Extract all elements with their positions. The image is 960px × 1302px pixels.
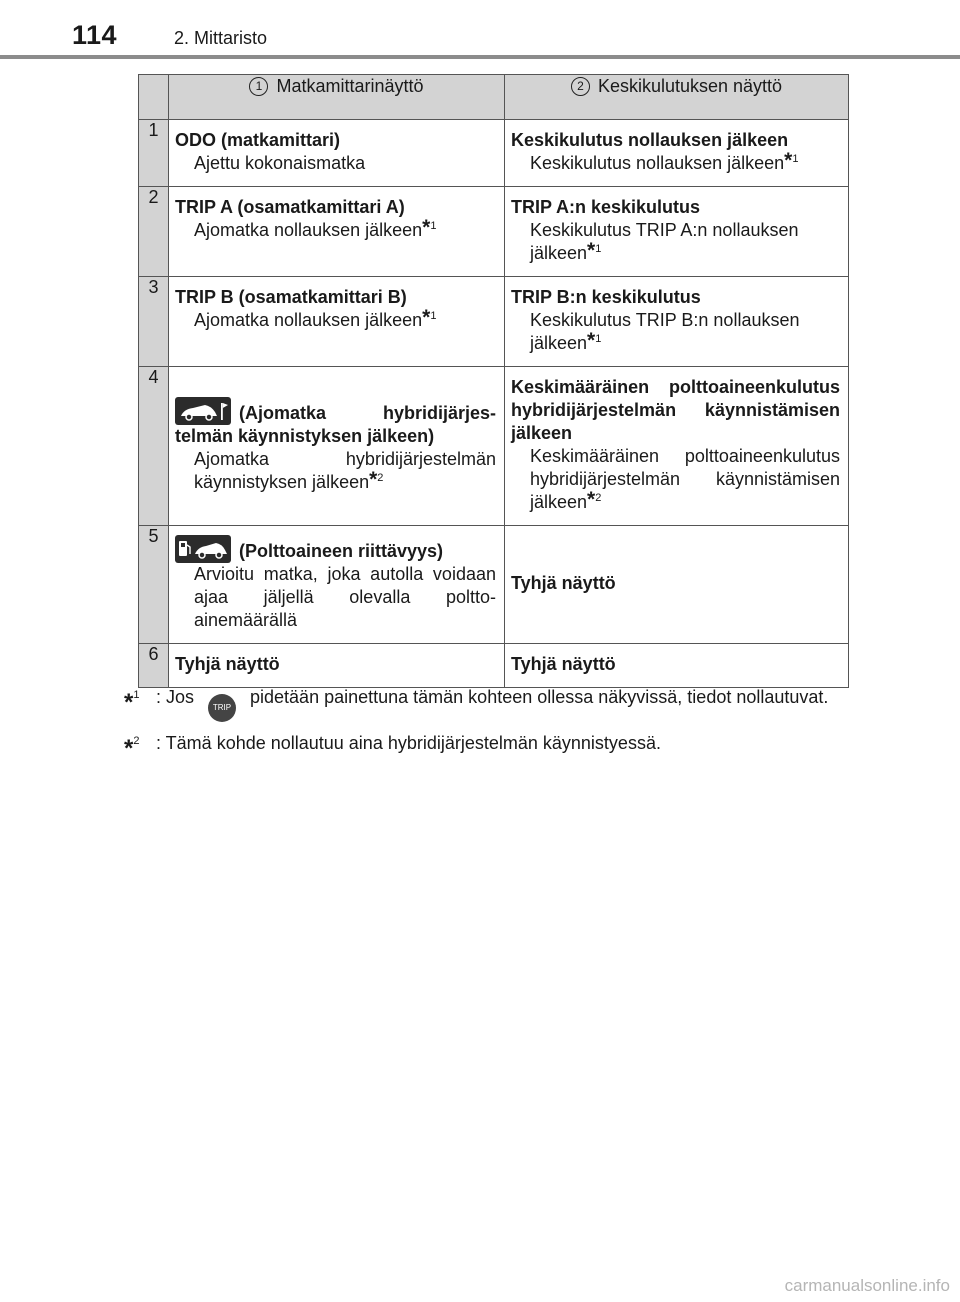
cell-title: Tyhjä näyttö <box>175 654 280 674</box>
row-number: 3 <box>139 277 169 367</box>
footnote-text: : JosTRIPpidetään painettuna tämän kohteen ollessa näkyvissä, tiedot nollautuvat. <box>156 684 848 722</box>
cell-title-wrap <box>175 397 496 448</box>
footnote-mark: *$^2$ <box>124 735 140 762</box>
column-header-average-consumption <box>505 75 849 120</box>
column-title-average-consumption: Keskikulutuksen näyttö <box>597 76 783 96</box>
column-title-odometer: Matkamittarinäyttö <box>276 76 424 96</box>
footnote-mark: *$^1$ <box>124 689 140 716</box>
cell-title: TRIP B:n keskikulutus <box>511 287 701 307</box>
consumption-cell <box>505 644 849 688</box>
section-title: 2. Mittaristo <box>174 28 268 48</box>
fuel-pump-car-icon <box>175 535 231 563</box>
cell-title: Keskikulutus nollauksen jälkeen <box>511 130 789 150</box>
cell-description: Keskikulutus TRIP B:n nollauksen jälkeen <box>530 310 800 353</box>
footnote-2 <box>124 730 848 762</box>
odometer-cell <box>169 367 505 526</box>
consumption-cell <box>505 120 849 187</box>
trip-button-icon: TRIP <box>208 694 236 722</box>
odometer-cell <box>169 187 505 277</box>
odometer-cell <box>169 526 505 644</box>
footnote-ref: *1 <box>587 239 602 262</box>
cell-title: Tyhjä näyttö <box>511 654 616 674</box>
cell-title: Keskimääräinen polttoaineenkulutus hybridijärjestelmän käynnistämisen jälkeen <box>511 377 840 443</box>
watermark: carmanualsonline.info <box>784 1276 950 1295</box>
table-header-row <box>139 75 849 120</box>
column-header-odometer <box>169 75 505 120</box>
cell-description-wrap <box>511 309 840 355</box>
table-corner-cell <box>139 75 169 120</box>
footnote-text: : Tämä kohde nollautuu aina hybridijärjestelmän käynnistyessä. <box>156 733 661 753</box>
footnotes <box>124 684 848 767</box>
consumption-cell <box>505 277 849 367</box>
footnote-ref: *1 <box>422 216 437 239</box>
row-number: 6 <box>139 644 169 688</box>
table-row <box>139 187 849 277</box>
footnote-ref: *2 <box>587 488 602 511</box>
cell-description: Arvioitu matka, joka autolla voidaan ajaa jäljellä olevalla polttoainemäärällä <box>194 564 496 630</box>
page-number: 114 <box>72 20 118 50</box>
cell-title: TRIP A (osamatkamittari A) <box>175 197 405 217</box>
row-number: 5 <box>139 526 169 644</box>
cell-description-wrap <box>511 219 840 265</box>
page-header <box>0 0 960 62</box>
row-number: 4 <box>139 367 169 526</box>
header-divider <box>0 55 960 59</box>
footnote-ref: *1 <box>784 149 799 172</box>
cell-description: Ajomatka hybridijärjestelmän käynnistyksen jälkeen <box>194 448 496 492</box>
cell-title: (Ajomatka hybridijärjestelmän käynnistyksen jälkeen) <box>175 402 496 446</box>
consumption-cell <box>505 526 849 644</box>
cell-title: TRIP B (osamatkamittari B) <box>175 287 407 307</box>
odometer-cell <box>169 277 505 367</box>
table-row <box>139 277 849 367</box>
cell-title: (Polttoaineen riittävyys) <box>239 541 444 561</box>
cell-title: TRIP A:n keskikulutus <box>511 197 701 217</box>
cell-description: Keskimääräinen polttoaineenkulutus hybridijärjestelmän käynnistämisen jälkeen <box>530 446 840 512</box>
table-row <box>139 367 849 526</box>
cell-description: Keskikulutus TRIP A:n nollauksen jälkeen <box>530 220 799 263</box>
cell-description: Ajettu kokonaismatka <box>194 153 366 173</box>
cell-title: ODO (matkamittari) <box>175 130 341 150</box>
cell-title: Tyhjä näyttö <box>511 573 616 593</box>
car-with-flag-icon <box>175 397 231 425</box>
footnote-ref: *1 <box>587 329 602 352</box>
cell-description-wrap <box>175 448 496 494</box>
display-items-table <box>138 74 849 688</box>
footnote-1 <box>124 684 848 722</box>
table-row <box>139 120 849 187</box>
cell-description-wrap <box>175 216 496 242</box>
row-number: 1 <box>139 120 169 187</box>
consumption-cell <box>505 367 849 526</box>
odometer-cell <box>169 120 505 187</box>
footnote-ref: *1 <box>422 306 437 329</box>
row-number: 2 <box>139 187 169 277</box>
cell-title-wrap <box>175 535 496 563</box>
column-badge-2: 2 <box>571 77 590 96</box>
cell-description-wrap <box>175 306 496 332</box>
cell-description: Keskikulutus nollauksen jälkeen <box>530 153 785 173</box>
cell-description-wrap <box>511 149 840 175</box>
table-row <box>139 526 849 644</box>
table-row <box>139 644 849 688</box>
cell-description: Ajomatka nollauksen jälkeen <box>194 310 423 330</box>
cell-description-wrap <box>511 445 840 514</box>
column-badge-1: 1 <box>249 77 268 96</box>
cell-description: Ajomatka nollauksen jälkeen <box>194 220 423 240</box>
consumption-cell <box>505 187 849 277</box>
footnote-ref: *2 <box>369 467 384 491</box>
odometer-cell <box>169 644 505 688</box>
